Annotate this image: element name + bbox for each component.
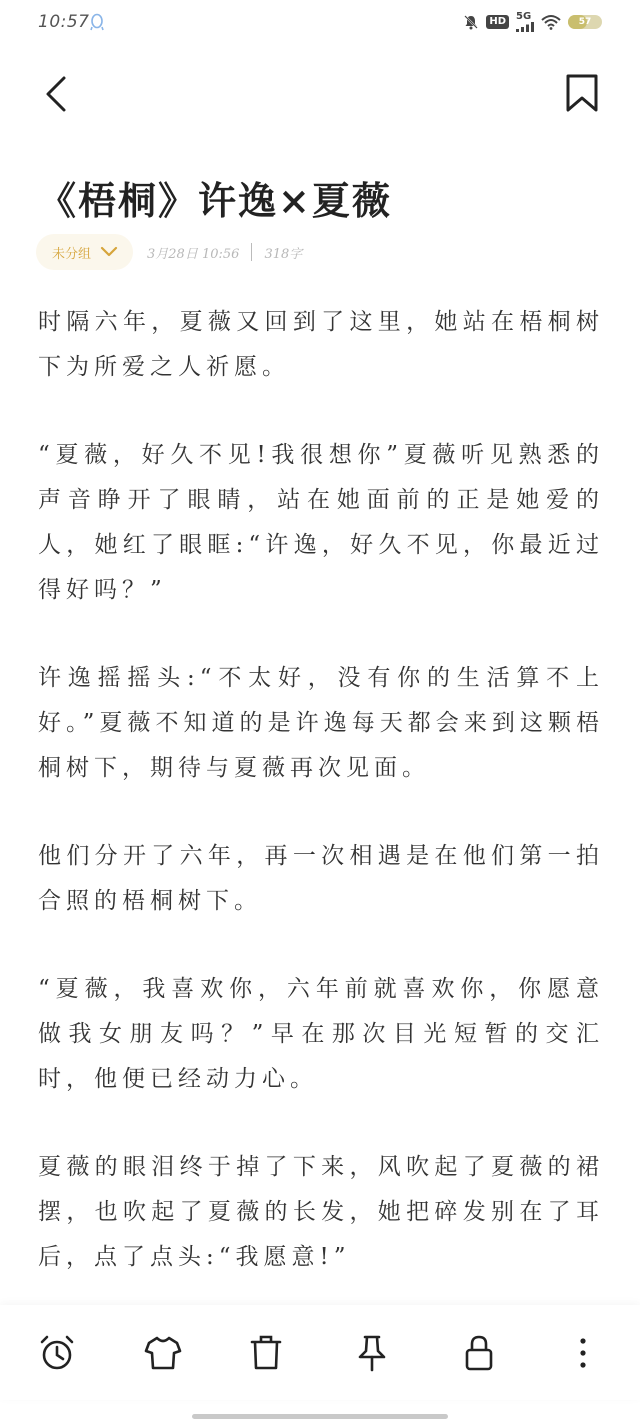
note-paragraph: “夏薇，我喜欢你，六年前就喜欢你，你愿意做我女朋友吗？”早在那次目光短暂的交汇时，他便已经动力心。 (38, 976, 604, 1092)
signal-icon (516, 12, 534, 32)
battery-text: 57 (578, 17, 592, 27)
mute-bell-icon (463, 14, 479, 30)
hd-badge: HD (486, 15, 509, 29)
bookmark-icon (562, 72, 602, 116)
note-date: 3月28日 10:56 (147, 246, 240, 262)
wifi-icon (541, 14, 561, 30)
status-time: 10:57 (38, 12, 90, 32)
lock-icon (459, 1333, 499, 1373)
note-paragraph: “夏薇，好久不见!我很想你”夏薇听见熟悉的声音睁开了眼睛，站在她面前的正是她爱的人，她红了眼眶:“许逸，好久不见，你最近过得好吗？” (38, 442, 604, 603)
more-icon (563, 1333, 603, 1373)
bottom-toolbar (0, 1305, 640, 1400)
status-bar (0, 0, 640, 50)
word-count: 318字 (264, 246, 303, 262)
note-paragraph: 他们分开了六年，再一次相遇是在他们第一拍合照的梧桐树下。 (38, 843, 604, 914)
alarm-icon (37, 1333, 77, 1373)
shirt-icon (143, 1333, 183, 1373)
note-title[interactable]: 《梧桐》许逸×夏薇 (38, 178, 392, 223)
pin-icon (352, 1333, 392, 1373)
qq-penguin-icon (90, 13, 104, 35)
folder-label: 未分组 (52, 246, 92, 262)
battery-icon (568, 15, 602, 29)
note-paragraph: 时隔六年，夏薇又回到了这里，她站在梧桐树下为所爱之人祈愿。 (38, 309, 604, 380)
home-indicator[interactable] (192, 1414, 448, 1419)
network-type: 5G (516, 11, 532, 22)
delete-button[interactable] (244, 1331, 288, 1375)
more-button[interactable] (561, 1331, 605, 1375)
reminder-button[interactable] (35, 1331, 79, 1375)
lock-button[interactable] (457, 1331, 501, 1375)
note-paragraph: 许逸摇摇头:“不太好，没有你的生活算不上好。”夏薇不知道的是许逸每天都会来到这颗梧桐树下，期待与夏薇再次见面。 (38, 665, 604, 781)
trash-icon (246, 1333, 286, 1373)
note-meta (36, 234, 302, 270)
top-navigation (0, 60, 640, 130)
folder-selector[interactable] (36, 234, 133, 270)
meta-divider (251, 243, 252, 261)
skin-button[interactable] (141, 1331, 185, 1375)
pin-button[interactable] (350, 1331, 394, 1375)
bookmark-button[interactable] (562, 72, 602, 116)
note-paragraph: 夏薇的眼泪终于掉了下来，风吹起了夏薇的裙摆，也吹起了夏薇的长发，她把碎发别在了耳后，点了点头:“我愿意!” (38, 1154, 604, 1270)
back-button[interactable] (38, 72, 78, 116)
note-body[interactable] (38, 300, 604, 1323)
back-arrow-icon (38, 72, 78, 116)
chevron-down-icon (99, 245, 119, 259)
